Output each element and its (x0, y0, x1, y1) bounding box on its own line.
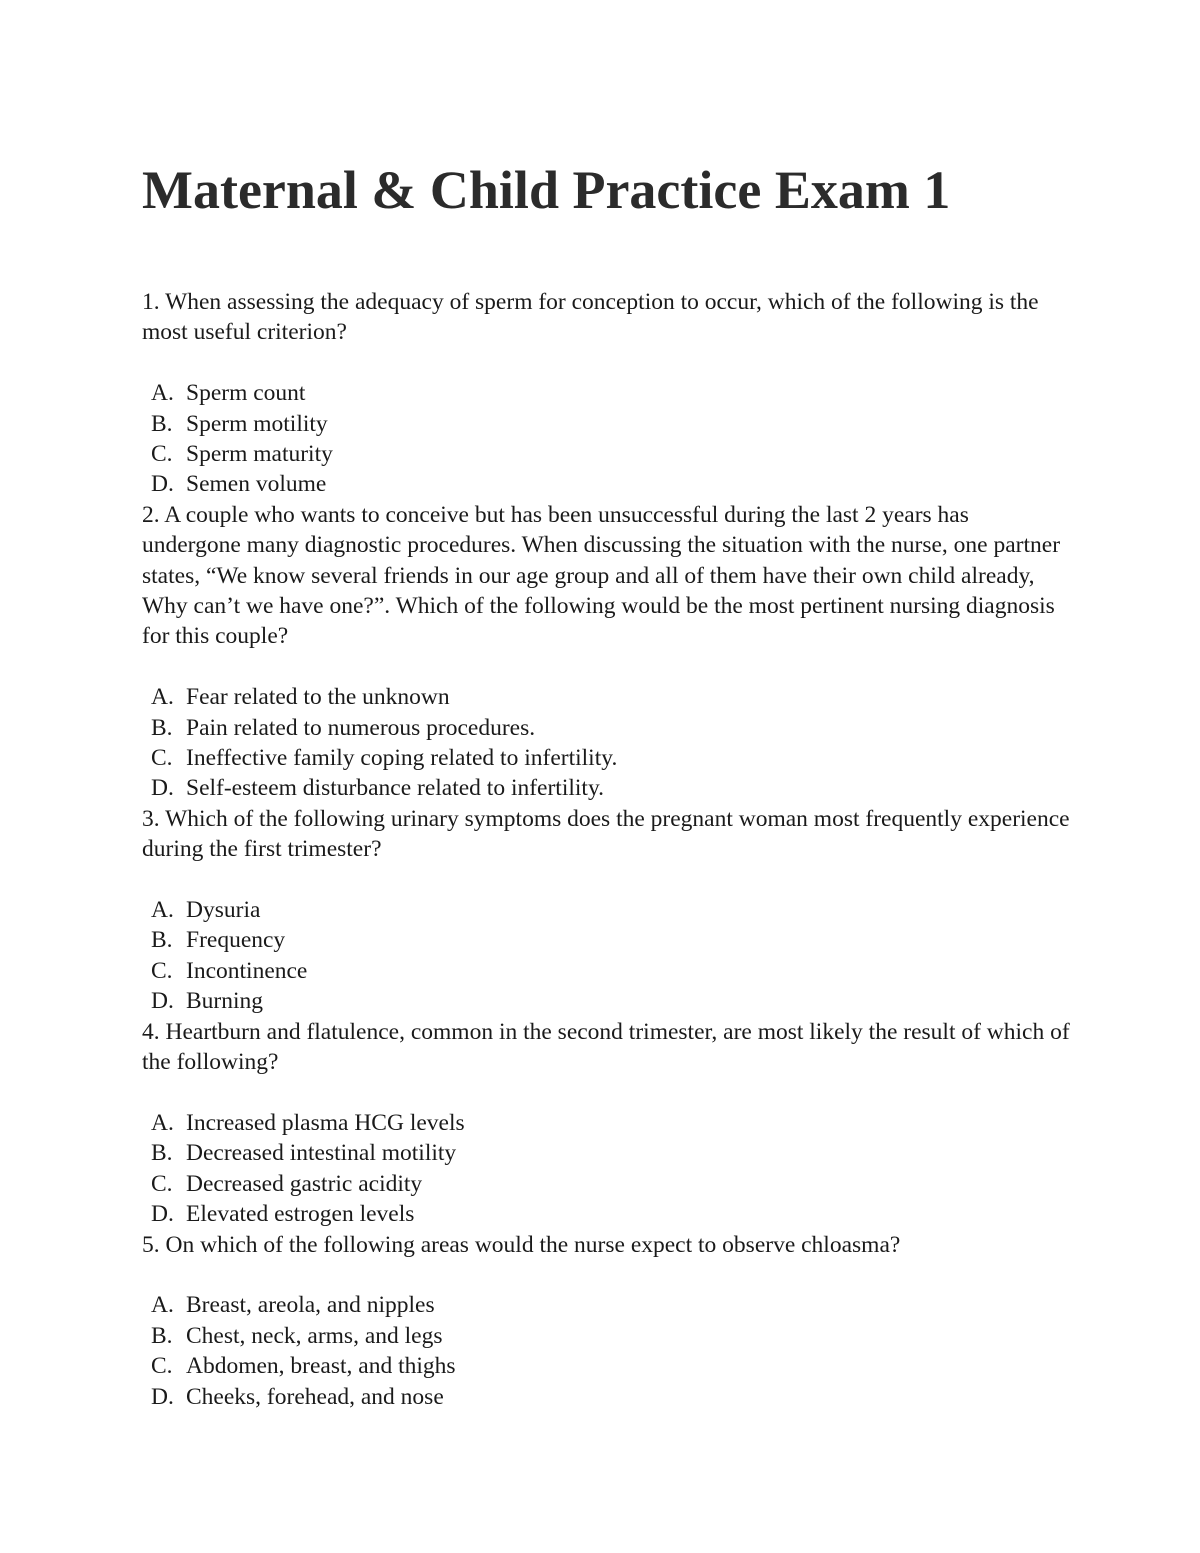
question-4 (142, 1017, 1072, 1230)
answer-option-a (142, 682, 1072, 712)
option-letter: B. (151, 927, 173, 954)
answer-option-d (142, 1382, 1072, 1412)
option-text: Self-esteem disturbance related to infertility. (186, 775, 605, 802)
option-letter: B. (151, 1322, 173, 1349)
question-2 (142, 500, 1072, 804)
option-letter: D. (151, 775, 174, 802)
option-text: Sperm motility (186, 410, 328, 437)
option-letter: D. (151, 1383, 174, 1410)
answer-option-a (142, 895, 1072, 925)
answer-option-a (142, 1108, 1072, 1138)
question-1 (142, 287, 1072, 500)
option-text: Breast, areola, and nipples (186, 1292, 435, 1319)
question-stem: 1. When assessing the adequacy of sperm for conception to occur, which of the following is the most useful criterion? (142, 289, 1039, 346)
answer-options (142, 682, 1072, 804)
option-letter: A. (151, 380, 174, 407)
question-stem: 2. A couple who wants to conceive but has been unsuccessful during the last 2 years has undergone many diagnostic procedures. When discussing the situation with the nurse, one partner states, “We know several friends in our age group and all of them have their own child already, Why can’t we have one?”. Which of the following would be the most pertinent nursing diagnosis for this couple? (142, 501, 1061, 650)
question-3 (142, 804, 1072, 1017)
option-text: Decreased gastric acidity (186, 1170, 423, 1197)
answer-option-b (142, 925, 1072, 955)
option-letter: B. (151, 714, 173, 741)
answer-option-b (142, 1321, 1072, 1351)
question-stem: 5. On which of the following areas would the nurse expect to observe chloasma? (142, 1231, 901, 1258)
option-letter: C. (151, 957, 173, 984)
answer-options (142, 1108, 1072, 1230)
option-text: Chest, neck, arms, and legs (186, 1322, 443, 1349)
answer-option-a (142, 378, 1072, 408)
answer-option-d (142, 773, 1072, 803)
option-letter: D. (151, 1201, 174, 1228)
option-letter: A. (151, 684, 174, 711)
option-text: Sperm maturity (186, 441, 333, 468)
option-text: Semen volume (186, 471, 327, 498)
answer-options (142, 895, 1072, 1017)
option-text: Burning (186, 988, 264, 1015)
option-text: Dysuria (186, 897, 261, 924)
option-text: Increased plasma HCG levels (186, 1109, 465, 1136)
option-letter: C. (151, 1353, 173, 1380)
option-letter: C. (151, 1170, 173, 1197)
answer-option-d (142, 1199, 1072, 1229)
answer-option-c (142, 1169, 1072, 1199)
option-letter: D. (151, 988, 174, 1015)
option-letter: D. (151, 471, 174, 498)
question-stem: 3. Which of the following urinary symptoms does the pregnant woman most frequently experience during the first trimester? (142, 805, 1070, 863)
answer-options (142, 378, 1072, 500)
option-text: Cheeks, forehead, and nose (186, 1383, 444, 1410)
option-text: Frequency (186, 927, 286, 954)
option-letter: C. (151, 441, 173, 468)
option-letter: C. (151, 745, 173, 772)
option-text: Incontinence (186, 957, 308, 984)
answer-option-c (142, 439, 1072, 469)
question-5 (142, 1230, 1072, 1412)
answer-option-b (142, 713, 1072, 743)
answer-option-c (142, 956, 1072, 986)
option-letter: A. (151, 1292, 174, 1319)
option-text: Decreased intestinal motility (186, 1140, 457, 1167)
answer-option-b (142, 409, 1072, 439)
question-list (142, 287, 1072, 1412)
option-text: Fear related to the unknown (186, 684, 450, 711)
option-text: Pain related to numerous procedures. (186, 714, 536, 741)
answer-option-d (142, 986, 1072, 1016)
answer-options (142, 1290, 1072, 1412)
document-title: Maternal & Child Practice Exam 1 (142, 160, 951, 220)
question-stem: 4. Heartburn and flatulence, common in the second trimester, are most likely the result of which of the following? (142, 1018, 1070, 1076)
option-letter: B. (151, 410, 173, 437)
option-text: Elevated estrogen levels (186, 1201, 415, 1228)
option-letter: A. (151, 897, 174, 924)
option-text: Sperm count (186, 380, 306, 407)
option-letter: B. (151, 1140, 173, 1167)
option-text: Ineffective family coping related to infertility. (186, 745, 618, 772)
option-text: Abdomen, breast, and thighs (186, 1353, 456, 1380)
answer-option-c (142, 743, 1072, 773)
answer-option-b (142, 1138, 1072, 1168)
answer-option-a (142, 1290, 1072, 1320)
answer-option-c (142, 1351, 1072, 1381)
answer-option-d (142, 469, 1072, 499)
option-letter: A. (151, 1109, 174, 1136)
